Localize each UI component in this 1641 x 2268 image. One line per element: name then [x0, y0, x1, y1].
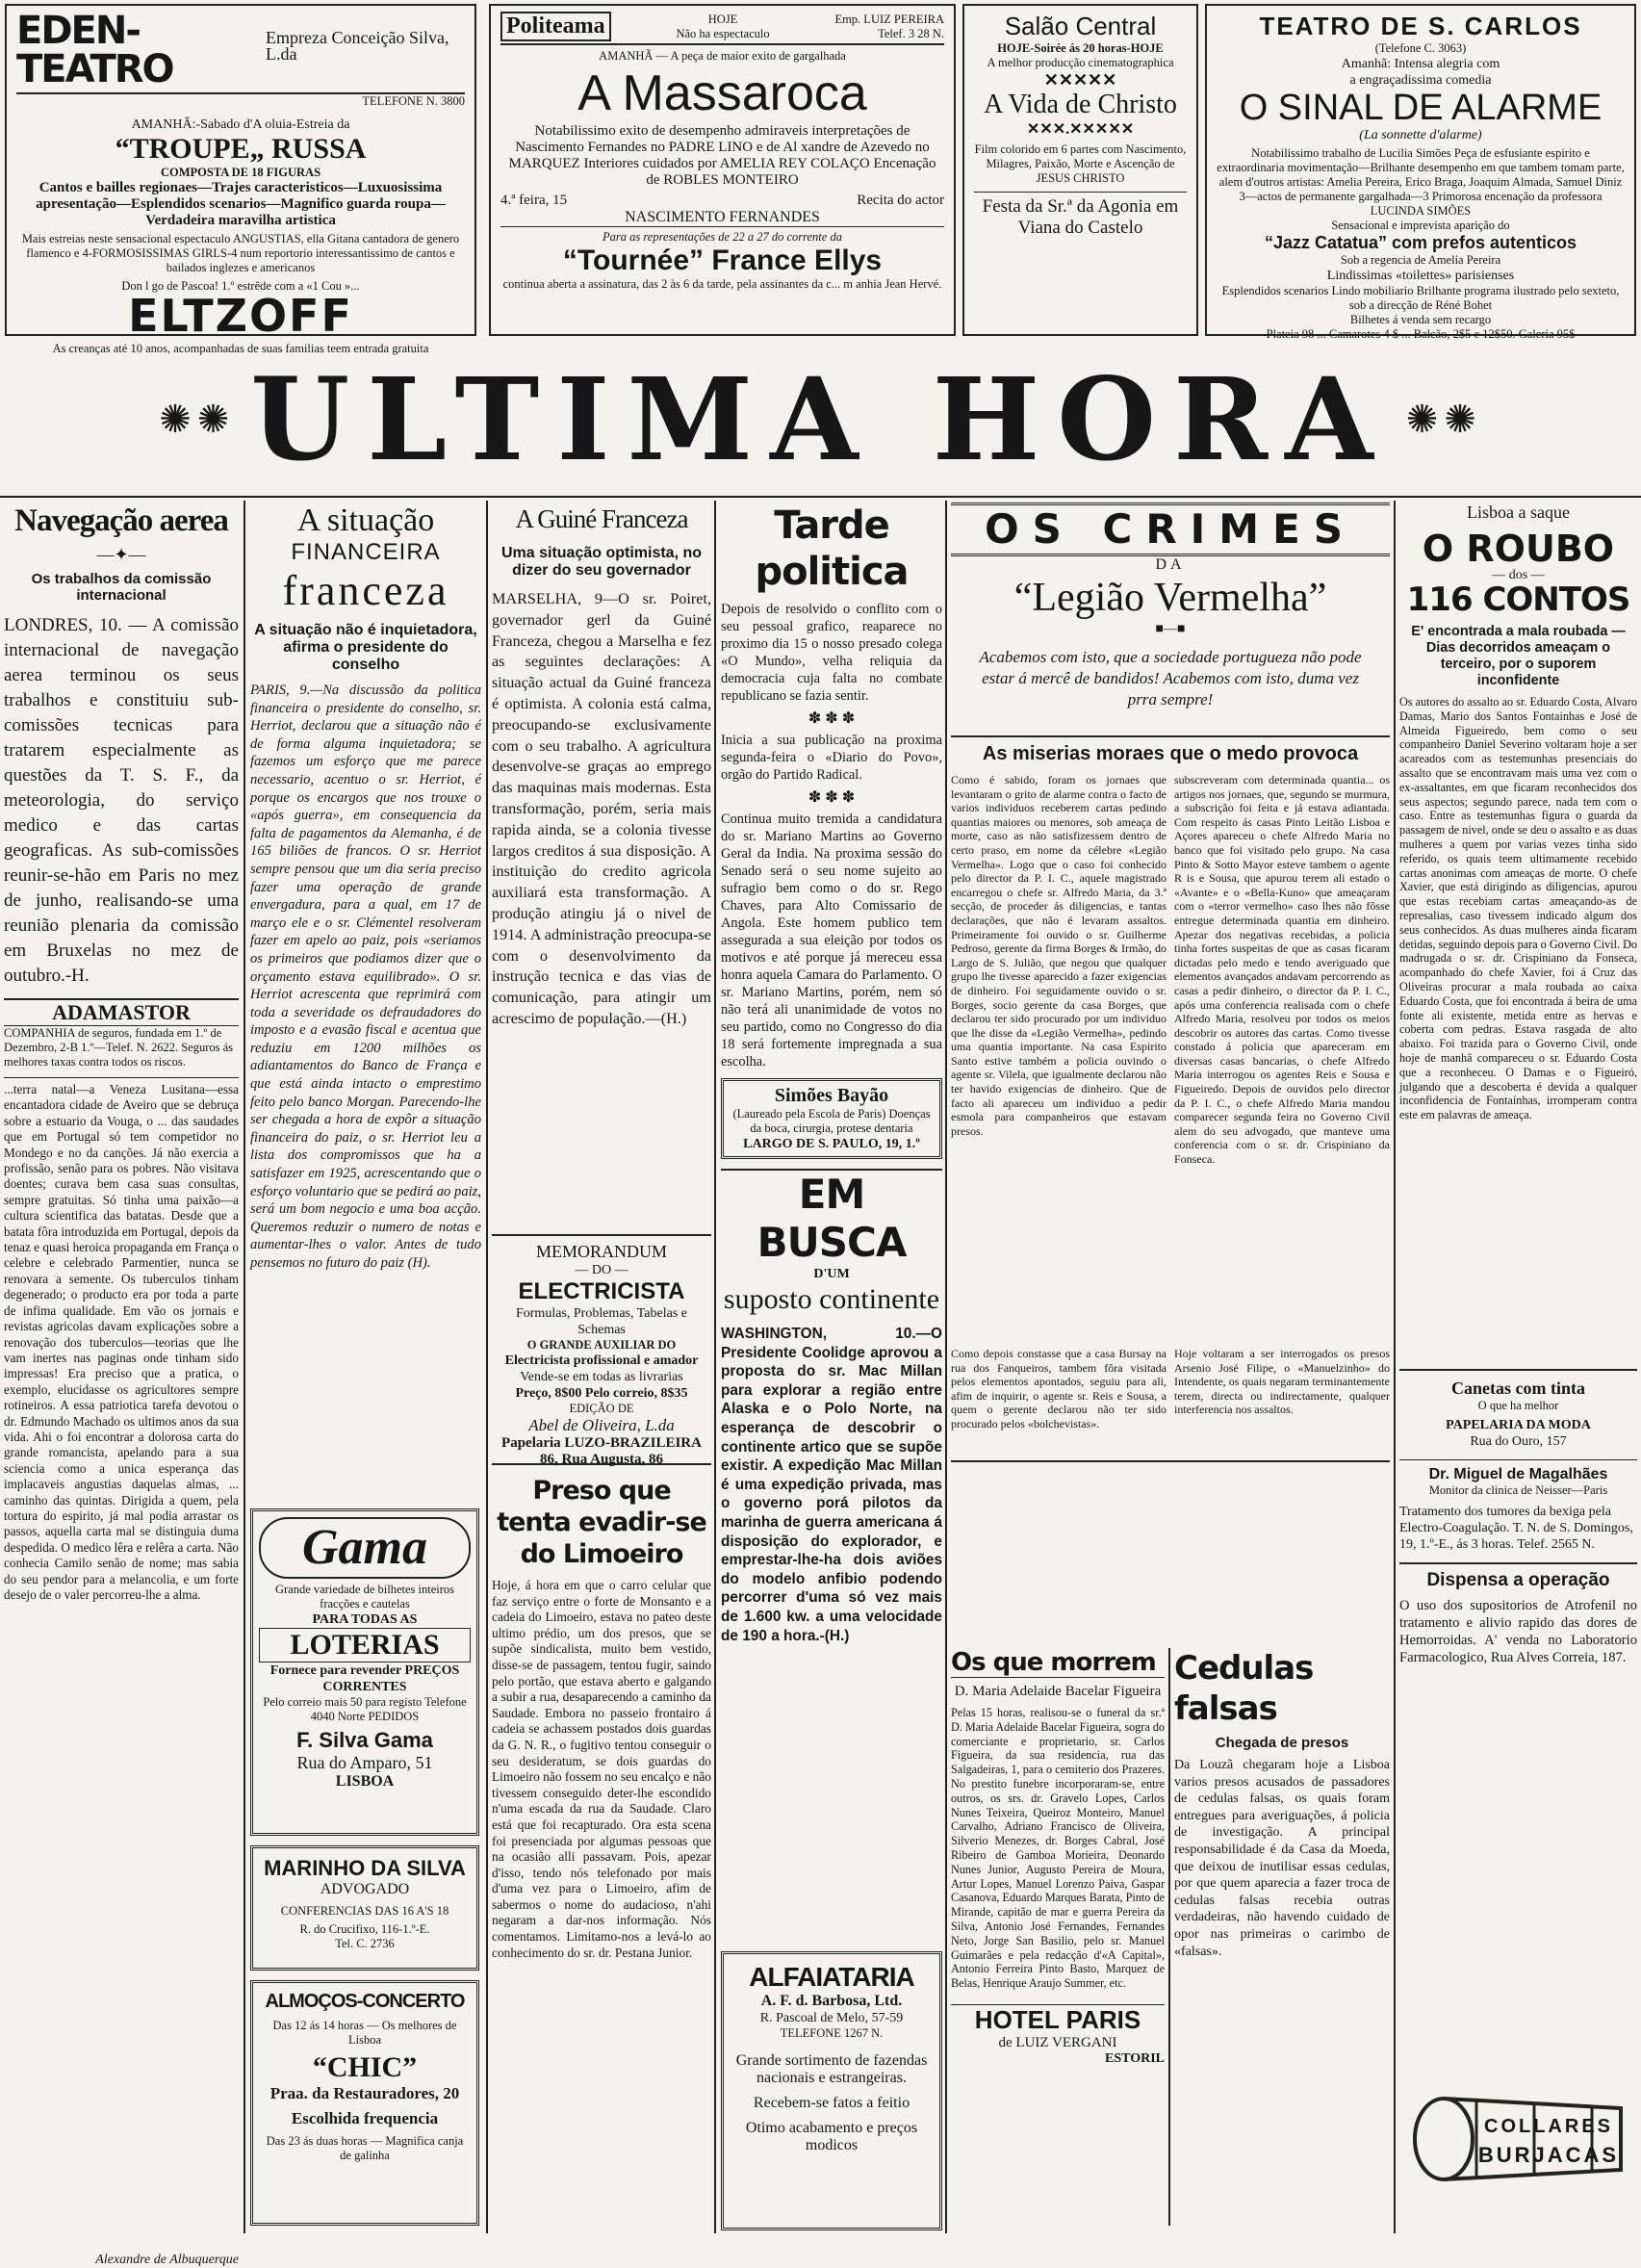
column-4	[721, 503, 942, 2233]
dr-body: Tratamento dos tumores da bexiga pela Electro-Coagulação. T. N. de S. Domingos, 19, 1.º-E., ás 3 horas. Telef. 2565 N.	[1399, 1505, 1633, 1552]
simoes-addr: LARGO DE S. PAULO, 19, 1.º	[743, 1137, 920, 1151]
situacao-body: PARIS, 9.—Na discussão da politica financeira o presidente do conselho, sr. Herriot, declarou que a situação não é de forma alguma inquietadora; se fazemos um esforço que me parece necessario, acentuo o sr. Herriot, é porque os encargos que nos trouxe o «após guerra», em consequencia da falta de pagamentos da Alemanha, é de 165 biliões de francos. O sr. Herriot sempre pensou que um dia seria preciso fazer uma operação de grande envergadura, para a qual, em 17 de março ele e o sr. Clémentel resolveram fazer em apelo ao paiz, pois «seriamos os primeiros que podiamos dizer que o orçamento estava equilibrado». O sr. Herriot acrescenta que reprimirá com toda a severidade os defraudadores do imposto e a evasão fiscal e acentua que reduziu em 1200 milhões os adiantamentos do Banco de França e que está ainda intacto o emprestimo feito pelo banco Morgan. Parecendo-lhe ser chegada a hora de expôr a situação financeira do paiz, o sr. Herriot leu a lista dos compromissos que ha a satisfazer em 1925, acrescentando que o esforço voluntario que se pedirá ao paiz, será um bom negocio e uma boa acção. Queremos reduzir o numero de notas e aumentar-lhes o valor. Antes de tudo pensemos no futuro do paiz (H).	[250, 683, 481, 1271]
gama-logo: Gama	[259, 1517, 471, 1579]
crimes-title2: “Legião Vermelha”	[1013, 576, 1327, 620]
crimes-title1: OS CRIMES	[951, 503, 1390, 556]
crimes-col-a: Como é sabido, foram os jornaes que levantaram o grito de alarme contra o facto de varios individuos receberem cartas pedindo quantias maiores ou menores, sob ameaça de morte, caso as não satisfizessem dentro de certo praso, em nome da célebre «Legião Vermelha». Logo que o caso foi conhecido pelo director da P. I. C., aquele magistrado encarregou o chefe sr. Alfredo Maria, da 3.ª secção, de proceder ás diligencias, e tantas declarações, que não é levaram assaltos. Primeiramente foi ouvido o sr. Guilherme Pedroso, gerente da firma Borges & Irmão, do Largo de S. Julião, que negou que qualquer grupo lhe tivesse aparecido a fazer exigencias de dinheiro. Foi seguidamente ouvido o sr. Borges, socio gerente da casa Borges, que declarou ter sido procurado por um individuo que lhe disse da «Legião Vermelha», pedindo uma quantia importante. Na casa Espirito Santo estive também a policia ouvindo o agente sr. Vilela, que igualmente declarou não ter havido exigencias de dinheiro. Que de facto ali apareceu um individuo a pedir esmola para companheiros que estavam presos.	[951, 773, 1167, 1138]
alf-end: Otimo acabamento e preços modicos	[745, 2120, 918, 2153]
roubo-body: Os autores do assalto ao sr. Eduardo Costa, Alvaro Damas, Mario dos Santos Fontainhas e José de Almeida Figueiredo, bem como o seu companheiro Daniel Severino voltaram hoje a ser acareados com as testemunhas presenciais do assalto que se encontravam mais uma vez com o ex-assaltantes, em que ficaram reconhecidos dos seus aspectos; segundo parece, nada tem com o caso. Entre as testemunhas figura o guarda da passagem de nivel, onde se deu o assalto e as duas mulheres a quem por varias vezes tinha sido referido, os quais teem ultimamente recebido cartas anonimas com ameaças de morte. O chefe Xavier, que está dirigindo as diligencias, apurou que estas recebiam cartas ameaçando-as de represalias, caso tivessem indicado algum dos seus conhecidos. As duas mulheres ainda ficaram detidas, seguindo depois para o Governo Civil. Do madrugada o sr. dr. Crispiniano da Fonseca, acompanhado do chefe Xavier, foi á Cruz das Oliveiras procurar a mala roubada ao caixa Eduardo Costa, que foi encontrada á beira de uma fonte ali existente, metida entre as hervas e coberta com pedras. Estava rasgada de alto abaixo. Foi trazida para o Governo Civil, onde hoje de manhã compareceu o sr. Eduardo Costa que a reconheceu. O Damas e o Figueiró, julgando que a descoberta é devida a qualquer inconfidencia de Fontaínhas, irromperam contra este em palavras de ameaça.	[1399, 695, 1637, 1122]
center-crimes	[951, 503, 1390, 2233]
alf-name: A. F. d. Barbosa, Ltd.	[760, 1993, 903, 2009]
salao-melhor: A melhor producção cinematographica	[987, 56, 1174, 69]
memo-electricista: ELECTRICISTA	[518, 1278, 685, 1304]
memo-do: — DO —	[575, 1263, 628, 1277]
alf-rec: Recebem-se fatos a feitio	[753, 2095, 910, 2111]
ad-collares	[1399, 2062, 1637, 2206]
guine-title: A Guiné Franceza	[515, 504, 688, 533]
ced-sub: Chegada de presos	[1215, 1735, 1349, 1751]
politeama-play: A Massaroca	[577, 65, 867, 121]
ad-chic	[250, 1980, 479, 2226]
situacao-title2: FINANCEIRA	[291, 539, 441, 565]
ad-marinho	[250, 1845, 479, 1971]
carlos-prices: Plateia 98 ... Camarotes 4 $ ... Balcão, 2$5 e 12$50. Galeria 95$	[1266, 327, 1576, 341]
navegacao-title: Navegação aerea	[14, 503, 228, 538]
alf-title: ALFAIATARIA	[749, 1962, 914, 1992]
chic-esc: Escolhida frequencia	[291, 2109, 439, 2127]
crimes-lead: Acabemos com isto, que a sociedade portugueza não pode estar á mercê de bandidos! Acabemos com isto, duma vez prra sempre!	[979, 648, 1362, 709]
navegacao-ornament: —✦—	[96, 545, 146, 564]
ad-eden-teatro	[5, 4, 476, 355]
almoco-title: ALMOÇOS-CONCERTO	[265, 1991, 465, 2012]
marinho-title: MARINHO DA SILVA	[264, 1856, 466, 1880]
guine-body: MARSELHA, 9—O sr. Poiret, governador gerl da Guiné Franceza, chegou a Marselha e fez as seguintes declarações: A situação actual da Guiné franceza é optimista. A colonia está calma, preocupando-se exclusivamente com o seu trabalho. A agricultura desenvolve-se graças ao emprego das maquinas mais modernas. Esta transformação, porém, seria mais rapida ainda, se a colonia tivesse largos creditos á sua disposição. A instituição do credito agricola auxiliará esta transformação. A produção atingiu já o nivel de 1914. A administração preocupa-se com o desenvolvimento da instrução tecnica e das vias de comunicação, para atingir um acrescimo de população.—(H.)	[492, 590, 711, 1027]
column-1	[4, 503, 239, 2267]
alf-addr: R. Pascoal de Melo, 57-59	[759, 2011, 904, 2025]
politeama-para: Para as representações de 22 a 27 do corrente da	[603, 230, 842, 244]
hotel-title: HOTEL PARIS	[951, 2004, 1165, 2035]
marinho-sub: ADVOGADO	[320, 1881, 410, 1897]
tarde-title: Tarde politica	[755, 503, 909, 594]
busca-body: WASHINGTON, 10.—O Presidente Coolidge aprovou a proposta do sr. Mac Millan para explorar a região entre Alaska e o Polo Norte, na esperança de descobrir o continente artico que se supõe existir. A expedição Mac Millan é uma expedição privada, mas o governo porá pilotos da marinha de guerra americana á disposição do explorador, e emprestar-lhe-ha dois aviões do modelo anfibio podendo percorrer d'uma só vez mais de 1.600 kw. a uma velocidade de 190 a hora.-(H.)	[721, 1326, 942, 1644]
collares-text1: COLLARES	[1484, 2116, 1613, 2137]
crimes-col-b: subscreveram com determinada quantia... os artigos nos jornaes, que, segundo se murmura, a subscrição foi feita e já estava adiantada. Com respeito ás casas Pinto Leitão Lisboa e Açores apareceu o chefe Alfredo Maria no banco que foi visitado pelo grupo. Na casa Pinto & Sotto Mayor esteve tambem o agente R is e Sousa, que apurou terem ali estado o «Avante» e o «Bella-Kuno» que ameaçaram com o «terror vermelho» caso lhes não fôsse entregue determinada quantia em dinheiro. Apezar dos negativas recebidas, a policia tinha fortes suspeitas de que as casas ficaram dictadas pelo medo e tendo averiguado que elementos avançados andavam percorrendo as casas a pedir dinheiro, o director da P. I. C., após uma conferencia realisada com o chefe Alfredo Maria, resolveu por todos os meios descobrir os autores das cartas. Como tivesse constado á policia que apareceram em diversas casas bancarias, o chefe Alfredo Maria interrogou os agentes Reis e Sousa e Figueiredo. Depois de ouvidos pelo director da P. I. C., o chefe Alfredo Maria mandou comparecer segunda feira no Governo Civil alem do seu advogado, que manteve uma conferencia com o sr. dr. Crispiniano da Fonseca.	[1174, 773, 1390, 1167]
simoes-title: Simões Bayão	[774, 1085, 889, 1106]
gama-city: LISBOA	[335, 1773, 395, 1790]
ad-gama	[250, 1508, 479, 1836]
chic-praca: Praa. da Restauradores, 20	[269, 2084, 460, 2102]
gama-line1: Grande variedade de bilhetes inteiros fracções e cautelas	[274, 1583, 455, 1611]
almoco-line: Das 12 ás 14 horas — Os melhores de Lisboa	[272, 2019, 457, 2047]
column-2	[250, 503, 481, 2233]
salao-hoje: HOJE-Soirée ás 20 horas-HOJE	[997, 41, 1164, 55]
carlos-sub: (La sonnette d'alarme)	[1359, 128, 1482, 142]
gama-addr: Rua do Amparo, 51	[296, 1753, 433, 1772]
col-rule-3	[714, 501, 716, 2233]
eden-line1: AMANHÃ:-Sabado d'A oluia-Estreia da	[131, 117, 350, 132]
gama-line2: Fornece para revender PREÇOS CORRENTES	[269, 1663, 460, 1694]
col-rule-4	[945, 501, 947, 2233]
politeama-assin: continua aberta a assinatura, das 2 às 6 da tarde, pela assinantes da c... m anhia Jean Hervé.	[502, 277, 942, 291]
crimes-da: DA	[1155, 556, 1186, 573]
salao-title: Salão Central	[1004, 12, 1157, 40]
politeama-actor: NASCIMENTO FERNANDES	[500, 209, 944, 227]
crimes-col-d: Hoje voltaram a ser interrogados os presos Arsenio José Filipe, o «Manuelzinho» do Intendente, os quais negaram terminantemente terem, directa ou indirectamente, qualquer interferencia nos assaltos.	[1174, 1347, 1390, 1417]
politeama-desc: Notabilissimo exito de desempenho admiraveis interpretações de Nascimento Fernandes no PADRE LINO e de Al xandre de Azevedo no MARQUEZ Interiores cuidados por AMELIA REY COLAÇO Encenação de ROBLES MONTEIRO	[508, 123, 936, 188]
tarde-p2: Inicia a sua publicação na proxima segunda-feira o «Diario do Povo», orgão do Partido Radical.	[721, 733, 942, 783]
carlos-fin: Esplendidos scenarios Lindo mobiliario Brilhante programa ilustrado pelo sexteto, sob a direcção de Réné Bohet	[1221, 284, 1620, 312]
hotel-city: ESTORIL	[1105, 2050, 1165, 2066]
memo-title: MEMORANDUM	[535, 1242, 667, 1261]
banner-title: ULTIMA HORA	[250, 351, 1391, 486]
chic-ceia: Das 23 ás duas horas — Magnifica canja de galinha	[266, 2134, 464, 2162]
dr-title: Dr. Miguel de Magalhães	[1399, 1459, 1637, 1483]
guine-sub: Uma situação optimista, no dizer do seu governador	[500, 545, 703, 579]
situacao-sub: A situação não é inquietadora, afirma o presidente do conselho	[254, 622, 477, 673]
banner-rule	[0, 496, 1641, 498]
gama-loterias: LOTERIAS	[259, 1628, 471, 1662]
col-rule-2	[486, 501, 488, 2233]
gama-line3: Pelo correio mais 50 para registo Telefone 4040 Norte PEDIDOS	[263, 1695, 467, 1723]
morrem-section	[951, 1648, 1165, 2226]
hotel-sub: de LUIZ VERGANI	[998, 2034, 1117, 2050]
eden-phone: TELEFONE N. 3800	[362, 94, 465, 108]
carlos-jazz: “Jazz Catatua” com prefos autenticos	[1264, 233, 1577, 252]
politeama-recita: Recita do actor	[857, 193, 944, 208]
politeama-dia: 4.ª feira, 15	[500, 193, 568, 208]
salao-stars: ✕✕✕✕✕	[1043, 70, 1117, 90]
memo-abel: Abel de Oliveira, L.da	[528, 1416, 675, 1434]
gama-para: PARA TODAS AS	[312, 1612, 418, 1627]
eden-depois: Don l go de Pascoa! 1.º estrêde com a «1 Cou »...	[121, 279, 360, 293]
memo-rua: 86, Rua Augusta, 86	[540, 1452, 663, 1467]
situacao-title1: A situação	[296, 503, 435, 538]
memo-ed: EDIÇÃO DE	[569, 1402, 634, 1415]
alf-desc: Grande sortimento de fazendas nacionais e estrangeiras.	[735, 2052, 928, 2086]
col-rule-5	[1394, 501, 1396, 2233]
chic-title: “CHIC”	[312, 2051, 418, 2083]
politeama-tel: Telef. 3 28 N.	[878, 26, 944, 40]
carlos-title: TEATRO DE S. CARLOS	[1259, 12, 1582, 40]
alf-tel: TELEFONE 1267 N.	[780, 2026, 884, 2040]
ced-title: Cedulas falsas	[1174, 1649, 1314, 1728]
politeama-tournee: “Tournée” France Ellys	[562, 245, 883, 276]
carlos-bilh: Bilhetes á venda sem recargo	[1349, 313, 1492, 326]
preso-body: Hoje, á hora em que o carro celular que faz serviço entre o forte de Monsanto e a cadeia do Limoeiro, estava no pateo deste ultimo prédio, um dos presos, que se supõe sindicalista, muito bem vestido, disse-se de passagem, tentou fugir, saindo pelo portão, que estava aberto e galgando a subir a rua, desaparecendo a caminho da Saudade. Embora no passeio frontairo á cadeia se achassem postados dois guardas da G. N. R., o fugitivo tentou conseguir o seu desideratum, se dois guardas do Limoeiro não fossem no seu encalço e não tivessem conseguido deter-lhe escondido n'uma escada da rua da Saudade. Claro está que foi recapturado. Ora esta scena foi presenciada por algumas pessoas que na ocasião alli passavam. Pois, apezar d'isso, tendo nós telefonado por mais d'uma vez para o Limoeiro, afim de sabermos o nome do audacioso, n'ahi negaram a dar-nos informação. Nós comentamos. Limitamo-nos a levá-lo ao conhecimento do sr. dr. Pestana Junior.	[492, 1578, 711, 1960]
ad-memorandum	[492, 1234, 711, 1465]
politeama-hoje: HOJE	[707, 12, 738, 26]
tarde-p3: Continua muito tremida a candidatura do sr. Mariano Martins ao Governo Geral da India. Na proxima sessão do Senado será o seu nome sujeito ao sufragio bem como o do sr. Rego Chaves, para Alto Comissario de Angola. Este homem publico tem assegurada a sua eleição por todos os motivos e até porque já mereceu essa honra aquela Camara do Parlamento. O sr. Mariano Martins, porém, nem só não terá ali unanimidade de votos no seu partido, como no Congresso do dia 18 será fortemente impregnada a sua escolha.	[721, 812, 942, 1070]
papelaria-addr: Rua do Ouro, 157	[1470, 1434, 1567, 1449]
column-6	[1399, 503, 1637, 2233]
salao-festa: Festa da Sr.ª da Agonia em Viana do Castelo	[974, 192, 1187, 239]
carlos-amanha: Amanhã: Intensa alegria com	[1341, 57, 1500, 71]
navegacao-body: LONDRES, 10. — A comissão internacional de navegação aerea terminou os seus trabalhos e constituiu sub-comissões tecnicas para tratarem especialmente as questões da T. S. F., da meteorologia, do serviço medico e das cartas geograficas. As sub-comissões reunir-se-hão em Paris no mez de junho, realisando-se uma reunião plenaria da comissão em Bruxelas no mez de outubro.-H.	[4, 615, 239, 986]
roubo-dos: — dos —	[1492, 568, 1545, 582]
busca-dum: D'UM	[813, 1267, 850, 1281]
roubo-title: O ROUBO	[1422, 528, 1615, 570]
preso-article	[492, 1475, 711, 2233]
adamastor-body: COMPANHIA de seguros, fundada em 1.º de Dezembro, 2-B 1.º—Telef. N. 2622. Seguros ás melhores taxas contra todos os riscos.	[4, 1026, 234, 1069]
preso-title: Preso que tenta evadir-se do Limoeiro	[497, 1476, 706, 1569]
memo-aux: O GRANDE AUXILIAR DO	[526, 1338, 677, 1352]
marinho-tel: Tel. C. 2736	[335, 1937, 395, 1950]
adamastor-title: ADAMASTOR	[4, 998, 239, 1026]
busca-title: EM BUSCA	[721, 1169, 942, 1267]
eden-composta: COMPOSTA DE 18 FIGURAS	[160, 166, 321, 179]
morrem-title: Os que morrem	[951, 1648, 1165, 1678]
col-rule-1	[244, 501, 245, 2233]
eden-note: As creanças até 10 anos, acompanhadas de suas familias teem entrada gratuita	[52, 342, 429, 355]
memo-el: Electricista profissional e amador	[504, 1353, 699, 1368]
camilo-article: ...terra natal—a Veneza Lusitana—essa encantadora cidade de Aveiro que se debruça sobre a estuario da Vouga, o ... das saudades que em Portugal só tem competidor no Mondego e no da canções. Já não exercia a profissão, senão para os pobres. Não visitava doentes; curava bem casa suas consultas, sempre gratuitas. Só tinha uma paixão—a cultura scientifica das batatas. Desde que a batata fôra introduzida em Portugal, depois da tenaz e quasi heroica propaganda em França o celebre e celebrado Parmentier, nunca se renovara a semente. Os tuberculos tinham degenerado; o producto era por toda a parte de infima qualidade. Em vão os jornais e revistas agricolas davam explicações sobre a renovação dos tuberculos—teorias que lhe vam inertes nas paginas onde tinham sido impressas! Era preciso que a pratica, o exemplo, elucidasse os agricultores sempre rotineiros. A essa patriotica tarefa devotou o dr. Edmundo Machado os ultimos anos da sua vida. Ahi o foi encontrar a dolorosa carta do grande romancista, apelando para a sua sciencia como a unica esperança das implacaveis angustias daquelas almas, ... caminho das quintas. Dirigida a quem, pela tortura do espirito, já mal podia arrastar os passos, aquella carta mal se distinguia duma despedida. O medico lêra e relêra a carta. Não conhecia Camilo senão de nome; mas sabia do seu pendor para a melancolia, e um forte desejo de o valer percorreu-lhe a alma.	[4, 1077, 239, 2247]
carlos-jazz-sub: Sob a regencia de Amelia Pereira	[1340, 253, 1501, 267]
camilo-sign: Alexandre de Albuquerque	[95, 2253, 239, 2267]
carlos-tel: (Telefone C. 3063)	[1374, 41, 1467, 55]
politeama-amanha: AMANHÃ — A peça de maior exito de gargalhada	[599, 49, 846, 63]
crimes-ornament: ■—■	[1155, 622, 1186, 636]
eden-title: EDEN-TEATRO	[16, 9, 173, 91]
eden-desc: Cantos e bailles regionaes—Trajes caracteristicos—Luxuosissima apresentação—Esplendidos scenarios—Magnifico guarda roupa—Verdadeira maravilha artistica	[36, 180, 446, 228]
eden-troupe: “TROUPE„ RUSSA	[115, 133, 367, 165]
carlos-desc: Notabilissimo trabalho de Lucilia Simões Peça de esfusiante espirito e extraordinaria movimentação—Brilhante desempenho em que tambem tomam parte, alem d'outros artistas: Amelia Pereira, Erico Braga, Joaquim Almada, Samuel Diniz 3—actos de permanente gargalhada—3 Primorosa encenação da professora LUCINDA SIMÕES	[1217, 146, 1625, 218]
crimes-col-c: Como depois constasse que a casa Bursay na rua dos Fanqueiros, tambem fôra visitada pelos elementos apontados, seguiu para ali, afim de inquirir, o agente sr. Reis e Sousa, a quem o gerente declarou não ter sido procurado pelos «bolchevistas».	[951, 1347, 1167, 1430]
roubo-sub: E' encontrada a mala roubada — Dias decorridos ameaçam o terceiro, por o suporem inconfidente	[1411, 624, 1626, 688]
tarde-p1: Depois de resolvido o conflito com o seu pessoal grafico, reaparece no proximo dia 15 o nosso presado colega «O Mundo», velha reliquia da democracia cuja falta no combate republicano se fazia sentir.	[721, 602, 942, 704]
politeama-emp: Emp. LUIZ PEREIRA	[834, 12, 944, 26]
memo-venda: Vende-se em todas as livrarias	[520, 1370, 683, 1384]
canetas-sub: O que ha melhor	[1477, 1399, 1559, 1412]
memo-preco: Preço, 8$00 Pelo correio, 8$35	[515, 1386, 688, 1401]
dispensa-body: O uso dos supositorios de Atrofenil no tratamento e alivio rapido das dores de Hemorroidas. A' venda no Laboratorio Farmacologico, Rua Alves Correia, 187.	[1399, 1598, 1637, 1665]
canetas-title: Canetas com tinta	[1399, 1369, 1637, 1399]
cedulas-section	[1174, 1648, 1390, 2052]
ultima-hora-banner	[0, 342, 1641, 496]
politeama-title: Politeama	[500, 12, 611, 41]
gama-name: F. Silva Gama	[296, 1728, 433, 1752]
carlos-jazz-intro: Sensacional e imprevista aparição do	[1331, 219, 1510, 232]
ad-alfaiataria	[721, 1951, 942, 2230]
politeama-nao: Não ha espectaculo	[676, 26, 770, 40]
crimes-sub: As miserias moraes que o medo provoca	[951, 735, 1390, 765]
ad-salao-central	[962, 4, 1198, 336]
roubo-contos: 116 CONTOS	[1406, 580, 1630, 619]
column-3	[492, 503, 711, 2233]
memo-pap: Papelaria LUZO-BRAZILEIRA	[501, 1435, 702, 1451]
dispensa-title: Dispensa a operação	[1399, 1562, 1637, 1591]
collares-text2: BURJACAS	[1477, 2143, 1620, 2167]
ad-politeama	[489, 4, 956, 336]
salao-stars2: ✕✕✕.✕✕✕✕✕	[1026, 121, 1135, 138]
dr-sub: Monitor da clinica de Neisser—Paris	[1428, 1483, 1608, 1497]
salao-film: A Vida de Christo	[984, 90, 1177, 119]
eden-extra: Mais estreias neste sensacional espectaculo ANGUSTIAS, ella Gitana cantadora de genero flamenco e 4-FORMOSISSIMAS GIRLS-4 num reportorio interessantissimo de cantos e bailados inglezes e americanos	[21, 232, 460, 274]
marinho-conf: CONFERENCIAS DAS 16 A'S 18	[280, 1904, 449, 1918]
center-subrule	[1168, 1648, 1170, 2226]
morrem-body: Pelas 15 horas, realisou-se o funeral da sr.ª D. Maria Adelaide Bacelar Figueira, sogra do comerciante e proprietario, sr. Carlos Figueira, da sua residencia, rua das Salgadeiras, 1, para o cemiterio dos Prazeres. No prestito funebre incorporaram-se, entre outros, os srs. dr. Gravelo Lopes, Carlos Nunes Teixeira, Queiroz Monteiro, Manuel Carvalho, Adriano Francisco de Oliveira, Silverio Menezes, dr. Borges Cabral, José Ribeiro de Gamboa Morieira, Deonardo Nunes Junior, Augusto Pereira de Moura, Artur Lopes, Manuel Lorenzo Paiva, Gaspar Casanova, Eduardo Marques Barata, Pinto de Mirande, capitão de mar e guerra Pereira da Silva, Antonio José Fernandes, Fernandes Neto, Jorge San Basilio, pelo sr. Manuel Guimarães e pela redacção d'«A Capital», Antonio Ferreira Pinto Basto, Marquez de Belas, Henrique Araujo Summer, etc.	[951, 1706, 1166, 1991]
carlos-toilet: Lindissimas «toilettes» parisienses	[1326, 269, 1515, 283]
salao-desc: Film colorido em 6 partes com Nascimento, Milagres, Paixão, Morte e Ascenção de JESUS CHRISTO	[974, 142, 1187, 185]
banner-ornament-right: ✺✺	[1405, 397, 1482, 441]
memo-sub: Formulas, Problemas, Tabelas e Schemas	[515, 1306, 687, 1337]
situacao-title3: franceza	[282, 567, 449, 614]
busca-title2: suposto continente	[723, 1283, 940, 1315]
papelaria-moda: PAPELARIA DA MODA	[1446, 1418, 1591, 1432]
carlos-play: O SINAL DE ALARME	[1239, 88, 1603, 128]
roubo-top: Lisboa a saque	[1467, 503, 1570, 522]
eden-eltzoff: ELTZOFF	[128, 290, 353, 342]
banner-ornament-left: ✺✺	[159, 397, 236, 441]
navegacao-sub: Os trabalhos da comissão internacional	[31, 571, 212, 604]
tarde-sep1: ✽ ✽ ✽	[808, 710, 856, 727]
ad-teatro-s-carlos	[1205, 4, 1636, 341]
carlos-a: a engraçadissima comedia	[1349, 73, 1492, 88]
eden-company: Empreza Conceição Silva, L.da	[266, 28, 449, 64]
ced-body: Da Louzã chegaram hoje a Lisboa varios presos acusados de passadores de cedulas falsas, os quais foram entregues para averiguações, á policia de investigação. A principal responsabilidade é da Casa da Moeda, que deixou de inutilisar essas cedulas, por que quem aparecia a fazer troca de cedulas falsas recebia outras verdadeiras, não havendo cuidado de opor nas primeiras o carimbo de «falsas».	[1174, 1758, 1390, 1959]
ad-simoes-bayao	[721, 1078, 942, 1159]
simoes-sub: (Laureado pela Escola de Paris) Doenças da boca, cirurgia, protese dentaria	[732, 1107, 931, 1135]
tarde-sep2: ✽ ✽ ✽	[808, 789, 856, 806]
morrem-name: D. Maria Adelaide Bacelar Figueira	[954, 1684, 1162, 1699]
marinho-addr: R. do Crucifixo, 116-1.º-E.	[299, 1922, 430, 1936]
